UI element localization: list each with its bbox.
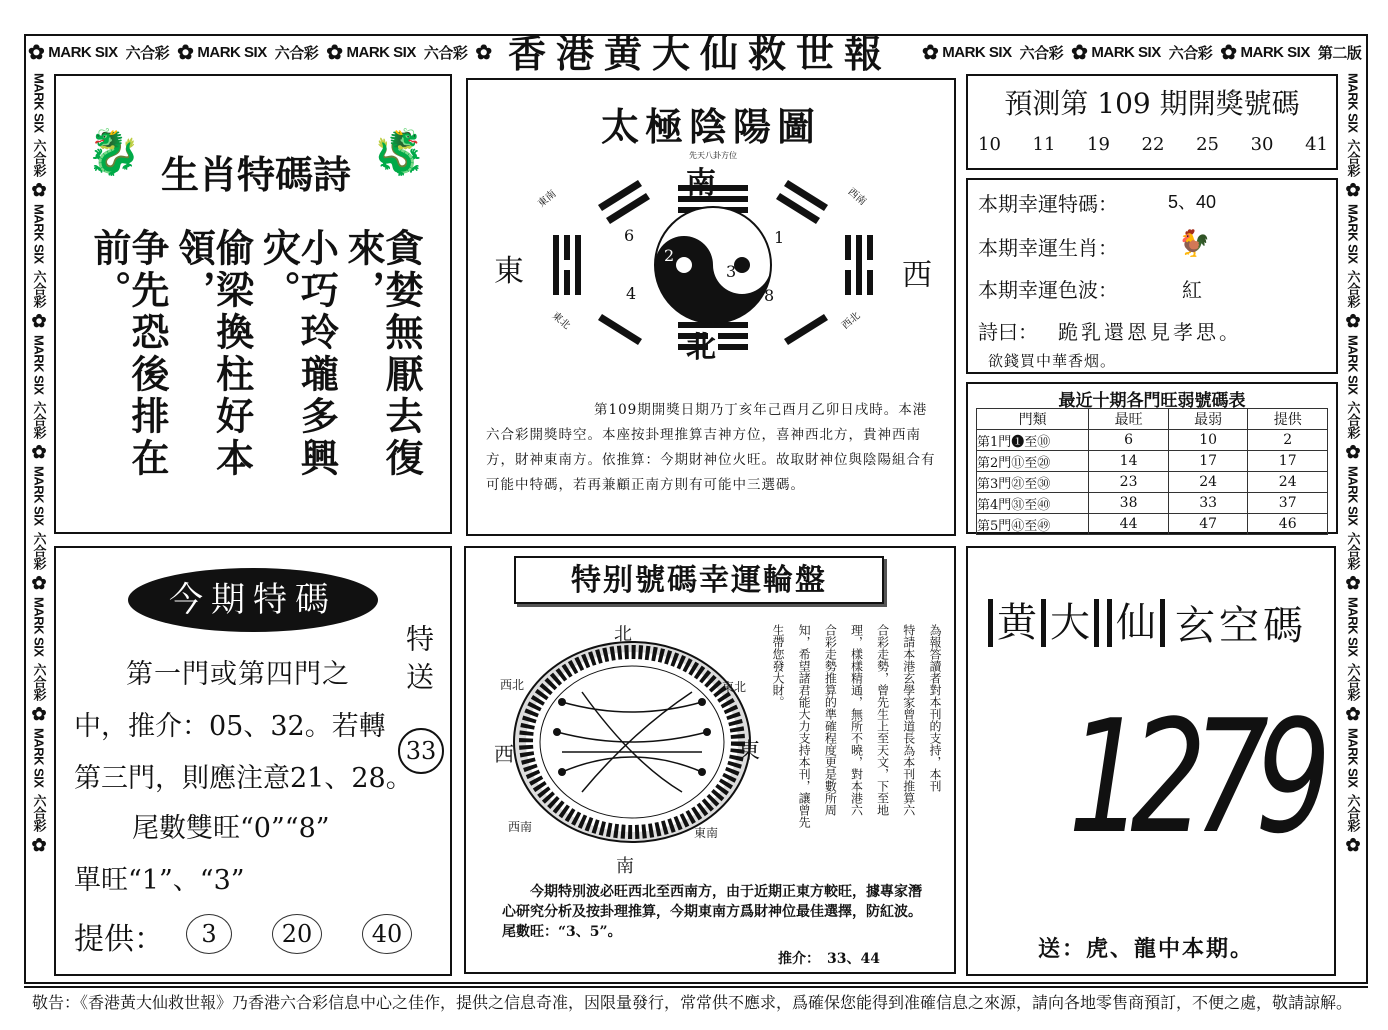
taiji-corner-label: 東南: [536, 188, 559, 210]
trigram-bar: [553, 235, 559, 295]
rooster-icon: 🐓: [1178, 228, 1211, 258]
xuankong-handwritten: 1279: [1068, 688, 1318, 869]
brand-en: MARK SIX: [31, 466, 47, 526]
trigram-bar: [845, 270, 851, 295]
trigram-bar: [856, 235, 862, 295]
brand-cn: 六合彩: [1345, 662, 1361, 701]
side-text-col: 為報答讀者對本刊的支持，本刊: [927, 624, 942, 792]
wheel-dir-north: 北: [614, 624, 632, 645]
trigram-bar: [564, 235, 570, 260]
wheel-recommend: 推介： 33、44: [778, 951, 880, 967]
brand-cn: 六合彩: [31, 531, 47, 570]
xuankong-footer: 送：虎、龍中本期。: [1038, 936, 1255, 962]
min-cell: 10: [1168, 430, 1248, 451]
flower-icon: ✿: [1220, 41, 1237, 64]
flower-icon: ✿: [1345, 311, 1361, 332]
max-cell: 44: [1089, 514, 1169, 535]
door-cell: 第3門㉑至㉚: [977, 472, 1089, 493]
prediction-number: 25: [1196, 134, 1219, 155]
brand-cn: 六合彩: [423, 44, 468, 62]
brand-cn: 六合彩: [1345, 793, 1361, 832]
wheel-dir-sw: 西南: [508, 820, 533, 834]
flower-icon: ✿: [31, 180, 47, 201]
trigram-bar: [718, 344, 748, 350]
lucky-poem-line2: 欲錢買中華香烟。: [988, 352, 1117, 370]
poem-column: 小巧玲瓏多興灾。: [256, 228, 340, 480]
brand-en: MARK SIX: [197, 43, 267, 61]
xuankong-title: 玄空碼: [1175, 603, 1307, 649]
footer-rule: [24, 986, 1368, 988]
special-code-line: 第一門或第四門之: [126, 659, 350, 690]
brand-cn: 六合彩: [31, 793, 47, 832]
lucky-special-label: 本期幸運特碼：: [978, 194, 1118, 216]
door-cell: 第1門❶至⑩: [977, 430, 1089, 451]
min-cell: 47: [1168, 514, 1248, 535]
brand-en: MARK SIX: [1345, 73, 1361, 133]
taiji-dir-north: 北: [686, 330, 716, 365]
brand-en: MARK SIX: [1345, 335, 1361, 395]
header-band-right: [922, 36, 1366, 68]
brand-en: MARK SIX: [31, 204, 47, 264]
wheel-title: 特别號碼幸運輪盤: [514, 556, 884, 604]
brand-cn: 六合彩: [31, 269, 47, 308]
xuankong-char: 大: [1046, 599, 1099, 647]
side-text-col: 生帶您發大財。: [771, 624, 785, 708]
provide-number: 3: [186, 914, 232, 954]
taiji-number: 2: [664, 246, 675, 265]
trigram-bar: [575, 235, 581, 295]
side-band-right: [1342, 70, 1364, 982]
prediction-box: [966, 74, 1338, 170]
side-text-col: 知，希望諸君能大力支持本刊，讓曾先: [797, 624, 812, 828]
taiji-corner-label: 西南: [845, 186, 868, 208]
max-cell: 38: [1089, 493, 1169, 514]
brand-en: MARK SIX: [31, 728, 47, 788]
provide-number: 20: [272, 914, 322, 954]
xuankong-char: 黄: [988, 599, 1046, 647]
flower-icon: ✿: [177, 41, 194, 64]
dragon-icon: 🐉: [372, 127, 427, 178]
table-header: 最旺: [1089, 409, 1169, 430]
prediction-number: 10: [978, 134, 1001, 155]
special-side-number: 33: [398, 728, 444, 774]
provide-label: 提供：: [74, 922, 164, 957]
trigram-bar: [784, 314, 828, 345]
wheel-marker: [558, 768, 566, 776]
wheel-marker: [703, 728, 711, 736]
side-text-col: 理，樣樣精通，無所不曉，對本港六: [849, 624, 864, 816]
brand-cn: 六合彩: [1345, 269, 1361, 308]
table-row: [977, 472, 1328, 493]
flower-icon: ✿: [1345, 704, 1361, 725]
brand-cn: 六合彩: [31, 400, 47, 439]
brand-en: MARK SIX: [1345, 597, 1361, 657]
brand-cn: 六合彩: [31, 662, 47, 701]
min-cell: 24: [1168, 472, 1248, 493]
special-code-title: 今期特碼: [128, 568, 378, 632]
min-cell: 33: [1168, 493, 1248, 514]
brand-en: MARK SIX: [31, 335, 47, 395]
brand-en: MARK SIX: [346, 43, 416, 61]
poem-column: 貪婪無厭去復來，: [340, 228, 424, 480]
wheel-box: [464, 546, 956, 974]
brand-en: MARK SIX: [31, 597, 47, 657]
table-row: [977, 514, 1328, 535]
flower-icon: ✿: [31, 311, 47, 332]
wheel-marker: [558, 698, 566, 706]
min-cell: 17: [1168, 451, 1248, 472]
brand-en: MARK SIX: [1091, 43, 1161, 61]
lucky-box: [966, 178, 1338, 374]
table-header: 門類: [977, 409, 1089, 430]
poem-body: [87, 228, 424, 518]
brand-cn: 六合彩: [1345, 400, 1361, 439]
max-cell: 23: [1089, 472, 1169, 493]
brand-cn: 六合彩: [125, 44, 170, 62]
taiji-number: 8: [764, 286, 775, 305]
header-band-left: [28, 36, 492, 68]
flower-icon: ✿: [1345, 835, 1361, 856]
prediction-number: 30: [1250, 134, 1274, 155]
trigram-bar: [564, 270, 570, 295]
door-cell: 第4門㉛至㊵: [977, 493, 1089, 514]
footer-notice: 敬告：《香港黃大仙救世報》乃香港六合彩信息中心之佳作，提供之信息奇准，因限量發行，常常供不應求，爲確保您能得到准確信息之來源，請向各地零售商預訂，不便之處，敬請諒解。: [32, 993, 1353, 1012]
ranking-title: 最近十期各門旺弱號碼表: [1058, 391, 1246, 410]
flower-icon: ✿: [28, 41, 45, 64]
side-text-col: 特請本港玄學家曾道長為本刊推算六: [901, 624, 916, 816]
give-cell: 37: [1248, 493, 1328, 514]
wheel-marker: [553, 728, 561, 736]
flower-icon: ✿: [31, 573, 47, 594]
special-code-line: 單旺“1”、“3”: [74, 865, 245, 896]
edition: 第二版: [1317, 44, 1362, 62]
prediction-number: 11: [1032, 134, 1056, 155]
table-header-row: [977, 409, 1328, 430]
lucky-zodiac-label: 本期幸運生肖：: [978, 238, 1118, 260]
yin-yang-dot: [676, 257, 692, 273]
taiji-corner-label: 西北: [840, 310, 863, 332]
wheel-dir-east: 東: [738, 739, 761, 764]
taiji-number: 6: [624, 226, 635, 245]
special-side-label: 特送: [402, 624, 435, 700]
yin-yang-dot: [734, 257, 750, 273]
special-code-line: 中，推介：05、32。若轉: [74, 711, 386, 742]
wheel-dir-ne: 東北: [722, 680, 747, 694]
door-cell: 第5門㊶至㊾: [977, 514, 1089, 535]
brand-cn: 六合彩: [1019, 44, 1064, 62]
flower-icon: ✿: [31, 704, 47, 725]
brand-en: MARK SIX: [48, 43, 118, 61]
xuankong-char: 仙: [1107, 599, 1165, 647]
flower-icon: ✿: [326, 41, 343, 64]
table-row: [977, 451, 1328, 472]
taiji-number: 3: [726, 262, 737, 281]
lucky-poem-line1: 跪乳還恩見孝思。: [1058, 320, 1242, 344]
taiji-small-caption: 先天八卦方位: [689, 151, 737, 160]
ranking-box: [966, 382, 1338, 534]
prediction-numbers: [978, 134, 1328, 155]
dragon-icon: 🐉: [86, 127, 141, 178]
flower-icon: ✿: [31, 442, 47, 463]
taiji-number: 1: [774, 228, 785, 247]
wheel-side-text: [770, 624, 942, 874]
taiji-dir-south: 南: [686, 166, 716, 201]
trigram-bar: [718, 333, 748, 339]
trigram-bar: [598, 314, 642, 345]
brand-en: MARK SIX: [31, 73, 47, 133]
lucky-color-value: 紅: [1182, 278, 1202, 302]
brand-cn: 六合彩: [1168, 44, 1213, 62]
flower-icon: ✿: [922, 41, 939, 64]
special-code-box: [54, 546, 452, 976]
give-cell: 46: [1248, 514, 1328, 535]
poem-title: 生肖特碼詩: [160, 152, 351, 197]
prediction-number: 19: [1087, 134, 1110, 155]
max-cell: 14: [1089, 451, 1169, 472]
brand-en: MARK SIX: [942, 43, 1012, 61]
wheel-dir-south: 南: [616, 856, 634, 877]
trigram-bar: [867, 270, 873, 295]
taiji-dir-east: 東: [494, 254, 524, 289]
lucky-poem-label: 詩曰：: [978, 322, 1038, 344]
brand-cn: 六合彩: [274, 44, 319, 62]
brand-en: MARK SIX: [1345, 466, 1361, 526]
brand-cn: 六合彩: [1345, 138, 1361, 177]
prediction-title: 預測第 109 期開獎號碼: [1004, 87, 1300, 120]
door-cell: 第2門⑪至⑳: [977, 451, 1089, 472]
brand-en: MARK SIX: [1345, 204, 1361, 264]
flower-icon: ✿: [31, 835, 47, 856]
flower-icon: ✿: [1345, 180, 1361, 201]
give-cell: 17: [1248, 451, 1328, 472]
flower-icon: ✿: [1071, 41, 1088, 64]
wheel-dir-nw: 西北: [500, 678, 525, 692]
taiji-dir-west: 西: [902, 258, 932, 293]
poem-column: 偷梁換柱好本領，: [171, 228, 255, 480]
taiji-text: 第109期開獎日期乃丁亥年己酉月乙卯日戌時。本港六合彩開獎時空。本座按卦理推算吉神方位，喜神西北方，貴神西南方，財神東南方。依推算：今期財神位火旺。故取財神位與陰陽組合有可能中特碼，若再兼顧正南方則有可能中三選碼。: [486, 402, 936, 493]
newspaper-title: 香港黄大仙救世報: [507, 31, 892, 76]
zodiac-poem-box: [54, 74, 452, 534]
prediction-number: 41: [1305, 134, 1328, 155]
table-header: 最弱: [1168, 409, 1248, 430]
trigram-bar: [867, 235, 873, 260]
ranking-table: [976, 408, 1328, 535]
xuankong-title-row: [988, 594, 1307, 651]
special-code-line: 第三門，則應注意21、28。: [74, 763, 413, 794]
taiji-box: [466, 78, 956, 536]
lucky-color-label: 本期幸運色波：: [978, 280, 1118, 302]
wheel-text: 今期特別波必旺西北至西南方，由于近期正東方較旺，據專家潛心研究分析及按卦理推算，今期東南方爲財神位最佳選擇，防紅波。尾數旺：“3、5”。: [502, 884, 922, 940]
table-row: [977, 430, 1328, 451]
give-cell: 24: [1248, 472, 1328, 493]
wheel-dir-west: 西: [494, 742, 514, 766]
trigram-bar: [845, 235, 851, 260]
wheel-marker: [698, 768, 706, 776]
provide-number: 40: [362, 914, 412, 954]
lucky-special-value: 5、40: [1168, 192, 1217, 212]
taiji-number: 4: [626, 284, 637, 303]
flower-icon: ✿: [1345, 573, 1361, 594]
side-text-col: 合彩走勢，曾先生上至天文，下至地: [875, 624, 890, 816]
taiji-title: 太極陰陽圖: [600, 104, 821, 149]
taiji-corner-label: 東北: [549, 310, 572, 332]
special-code-line: 尾數雙旺“0”“8”: [132, 813, 330, 844]
side-text-col: 合彩走勢推算的準確程度更是數所周: [823, 624, 838, 816]
side-band-left: [28, 70, 50, 982]
table-header: 提供: [1248, 409, 1328, 430]
brand-cn: 六合彩: [31, 138, 47, 177]
poem-column: 争先恐後排在前。: [87, 228, 170, 480]
brand-en: MARK SIX: [1345, 728, 1361, 788]
brand-cn: 六合彩: [1345, 531, 1361, 570]
table-row: [977, 493, 1328, 514]
max-cell: 6: [1089, 430, 1169, 451]
xuankong-box: [966, 546, 1336, 976]
prediction-number: 22: [1141, 134, 1165, 155]
flower-icon: ✿: [1345, 442, 1361, 463]
flower-icon: ✿: [475, 41, 492, 64]
give-cell: 2: [1248, 430, 1328, 451]
wheel-dir-se: 東南: [694, 826, 719, 840]
fortune-wheel: [502, 632, 762, 852]
brand-en: MARK SIX: [1240, 43, 1310, 61]
wheel-marker: [698, 698, 706, 706]
